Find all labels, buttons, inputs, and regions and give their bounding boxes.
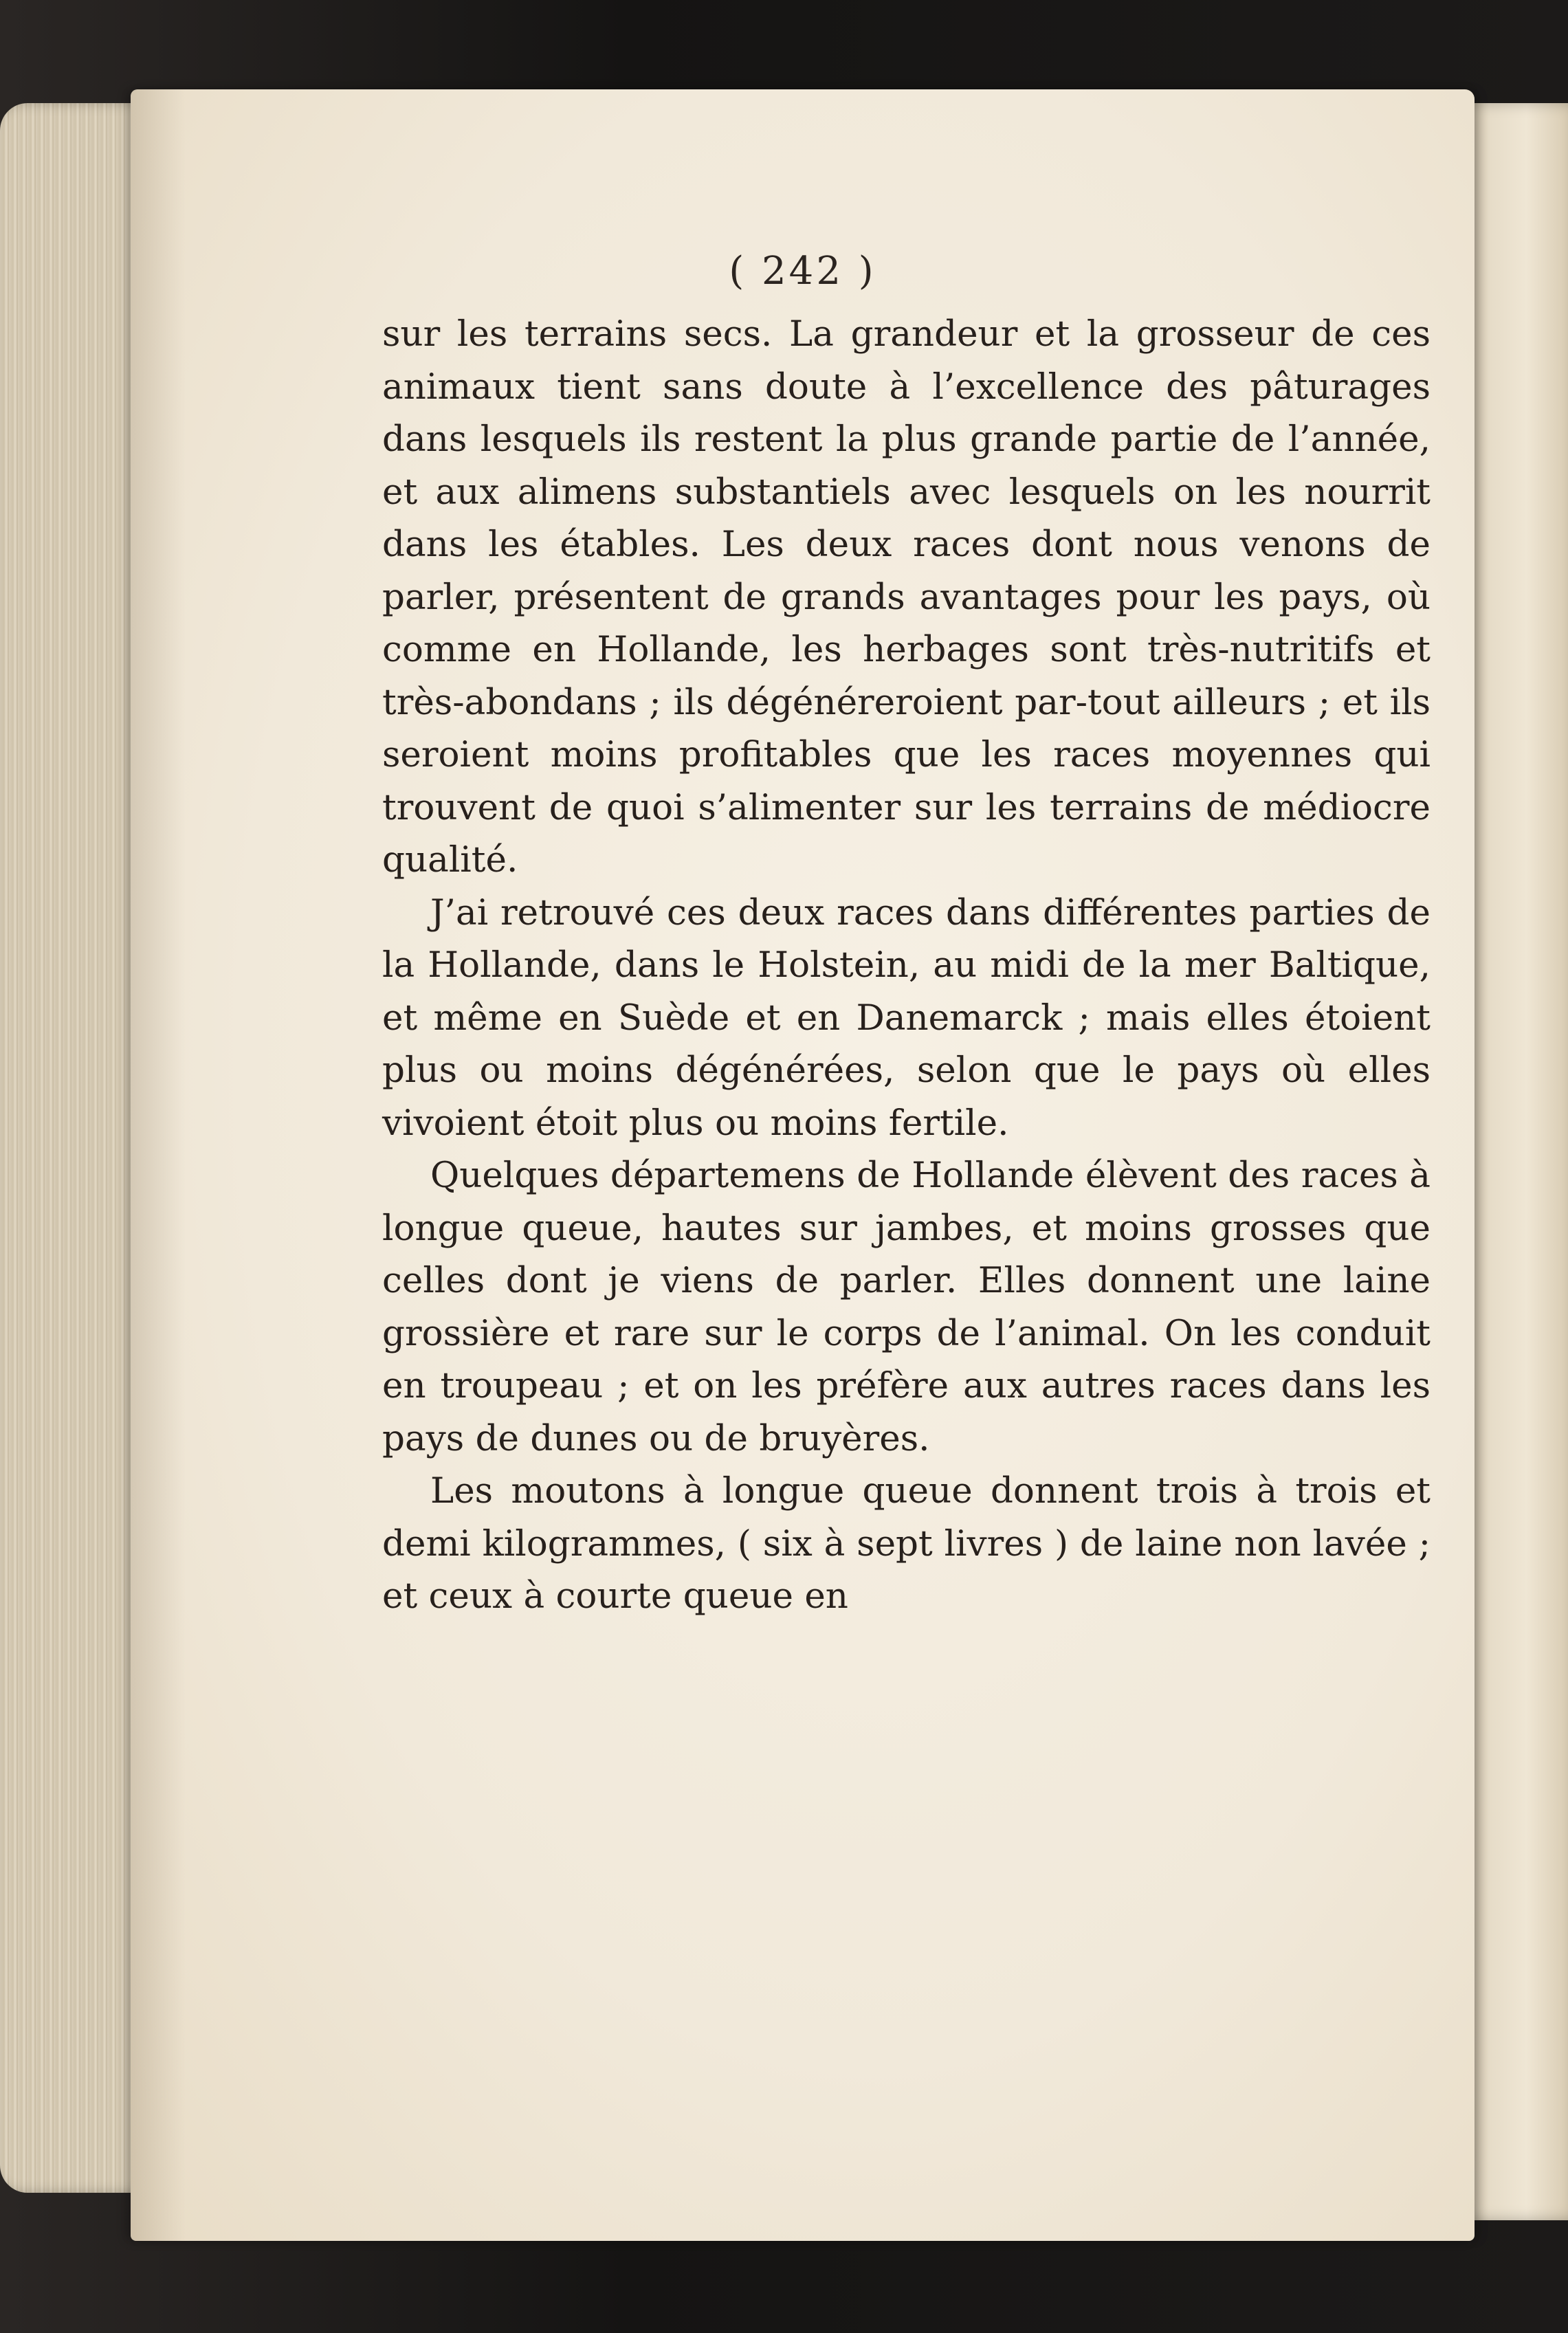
book-page [131,89,1475,2241]
paragraph-3: Quelques départemens de Hollande élèvent des races à longue queue, hautes sur jambes, et moins grosses que celles dont je viens de parler. Elles donnent une laine grossière et rare sur le corps de l’animal. On les conduit en troupeau ; et on les préfère aux autres races dans les pays de dunes ou de bruyères. [382,1155,1431,1459]
gutter-shadow [131,89,186,2241]
page-text [382,308,1431,1623]
left-page-edges [0,103,151,2193]
right-page-edges [1464,103,1568,2220]
page-number: ( 242 ) [729,249,876,294]
paragraph-2: J’ai retrouvé ces deux races dans différentes parties de la Hollande, dans le Holstein, au midi de la mer Baltique, et même en Suède et en Danemarck ; mais elles étoient plus ou moins dégénérées, selon que le pays où elles vivoient étoit plus ou moins fertile. [382,892,1431,1144]
paragraph-1: sur les terrains secs. La grandeur et la grosseur de ces animaux tient sans doute à l’excellence des pâturages dans lesquels ils restent la plus grande partie de l’année, et aux alimens substantiels avec lesquels on les nourrit dans les étables. Les deux races dont nous venons de parler, présentent de grands avantages pour les pays, où comme en Hollande, les herbages sont très-nutritifs et très-abondans ; ils dégénéreroient par-tout ailleurs ; et ils seroient moins profitables que les races moyennes qui trouvent de quoi s’alimenter sur les terrains de médiocre qualité. [382,313,1431,881]
paragraph-4: Les moutons à longue queue donnent trois à trois et demi kilogrammes, ( six à sept livres ) de laine non lavée ; et ceux à courte queue en [382,1470,1431,1617]
